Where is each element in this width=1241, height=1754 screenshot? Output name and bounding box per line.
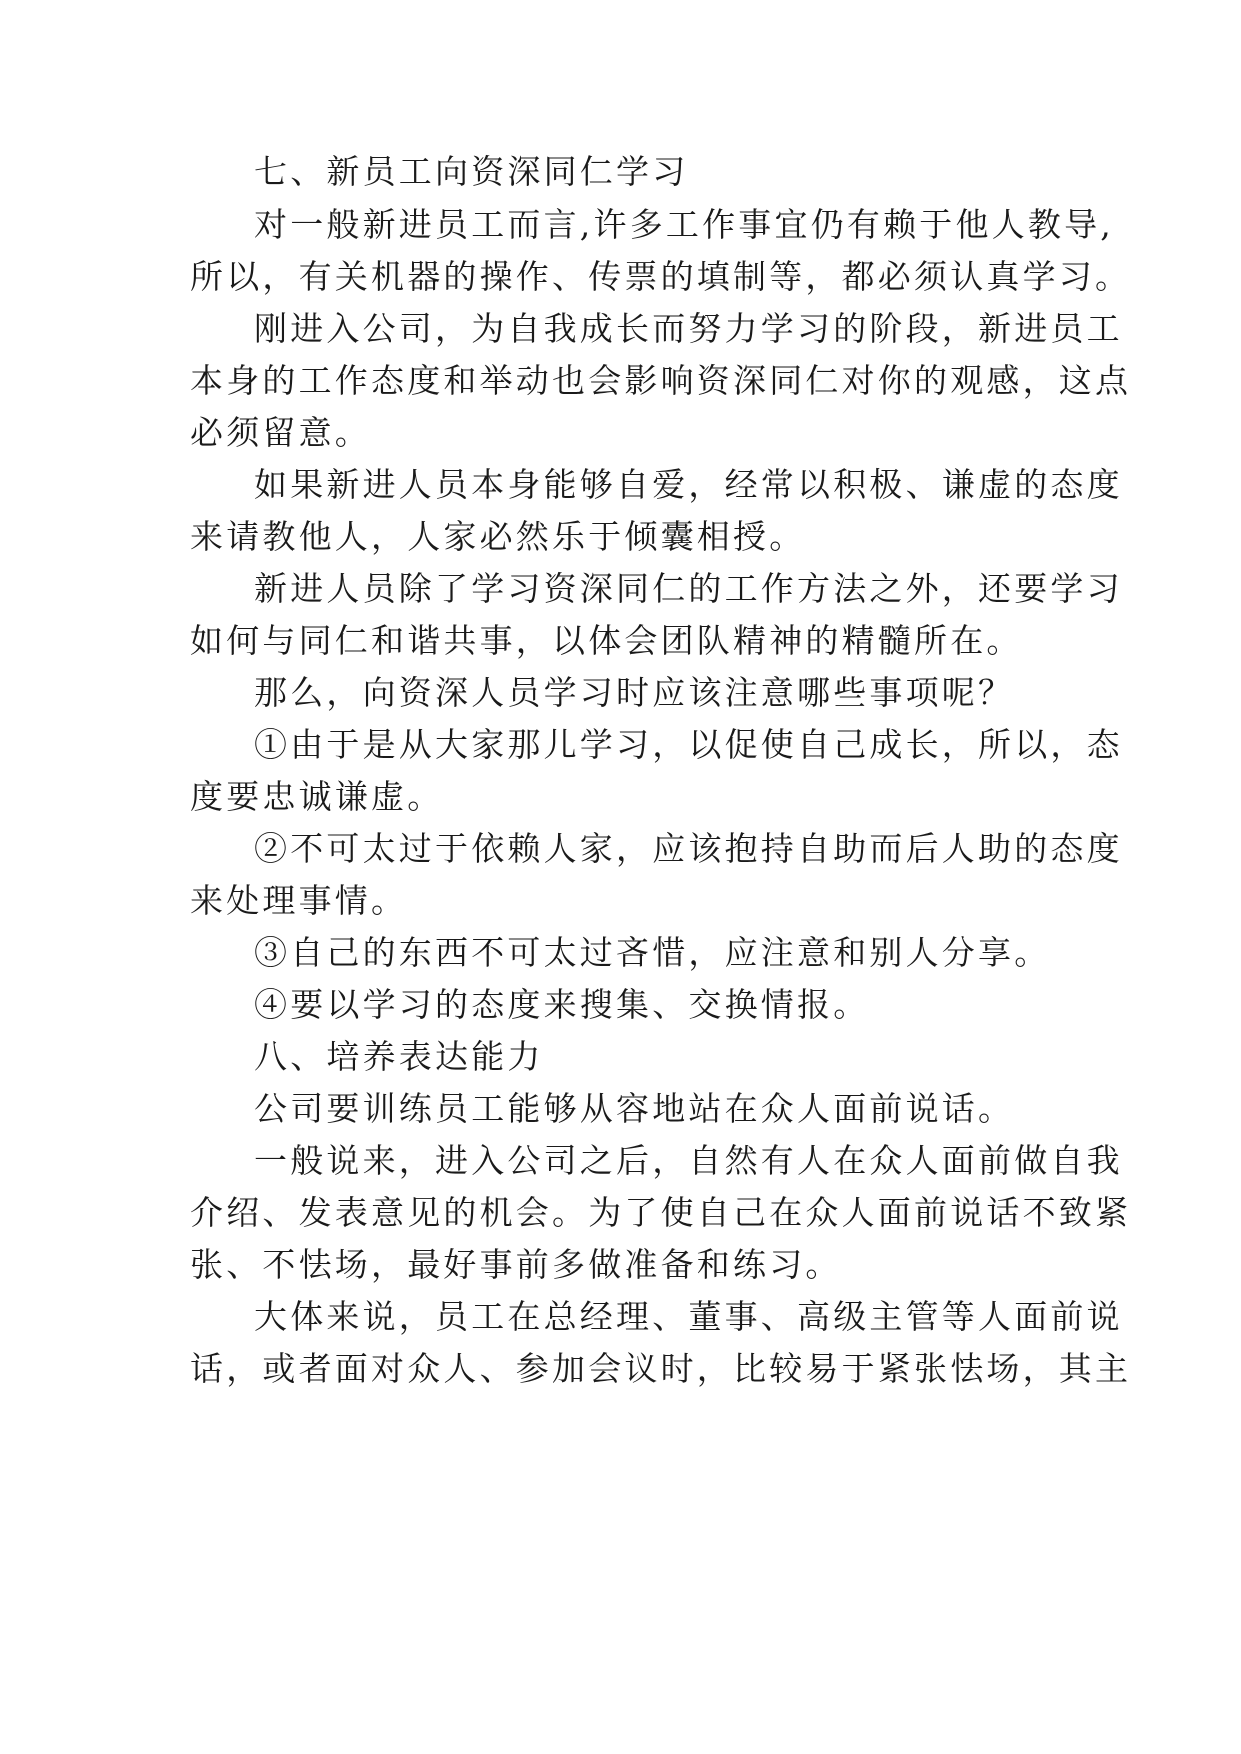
paragraph-line: 大体来说，员工在总经理、董事、高级主管等人面前说 [254,1297,1123,1336]
paragraph-line: 本身的工作态度和举动也会影响资深同仁对你的观感，这点 [190,361,1132,400]
section-heading: 八、培养表达能力 [254,1037,544,1076]
paragraph-line: 一般说来，进入公司之后，自然有人在众人面前做自我 [254,1141,1123,1180]
paragraph-line: 公司要训练员工能够从容地站在众人面前说话。 [254,1089,1015,1128]
paragraph-line: 介绍、发表意见的机会。为了使自己在众人面前说话不致紧 [190,1193,1132,1232]
list-item-line: ②不可太过于依赖人家，应该抱持自助而后人助的态度 [254,829,1123,868]
list-item-line: ④要以学习的态度来搜集、交换情报。 [254,985,870,1024]
paragraph-line: 刚进入公司，为自我成长而努力学习的阶段，新进员工 [254,309,1123,348]
paragraph-line: 如果新进人员本身能够自爱，经常以积极、谦虚的态度 [254,465,1123,504]
list-item-line: ①由于是从大家那儿学习，以促使自己成长，所以，态 [254,725,1123,764]
paragraph-line: 来请教他人，人家必然乐于倾囊相授。 [190,517,806,556]
paragraph-line: 对一般新进员工而言,许多工作事宜仍有赖于他人教导, [254,205,1114,244]
paragraph-line: 必须留意。 [190,413,371,452]
paragraph-line: 所以，有关机器的操作、传票的填制等，都必须认真学习。 [190,257,1132,296]
paragraph-line: 张、不怯场，最好事前多做准备和练习。 [190,1245,842,1284]
list-item-line: 度要忠诚谦虚。 [190,777,444,816]
paragraph-line: 那么，向资深人员学习时应该注意哪些事项呢？ [254,673,1015,712]
paragraph-line: 如何与同仁和谐共事，以体会团队精神的精髓所在。 [190,621,1023,660]
list-item-line: ③自己的东西不可太过吝惜，应注意和别人分享。 [254,933,1051,972]
section-heading: 七、新员工向资深同仁学习 [254,152,689,191]
paragraph-line: 新进人员除了学习资深同仁的工作方法之外，还要学习 [254,569,1123,608]
paragraph-line: 话，或者面对众人、参加会议时，比较易于紧张怯场，其主 [190,1349,1132,1388]
list-item-line: 来处理事情。 [190,881,408,920]
